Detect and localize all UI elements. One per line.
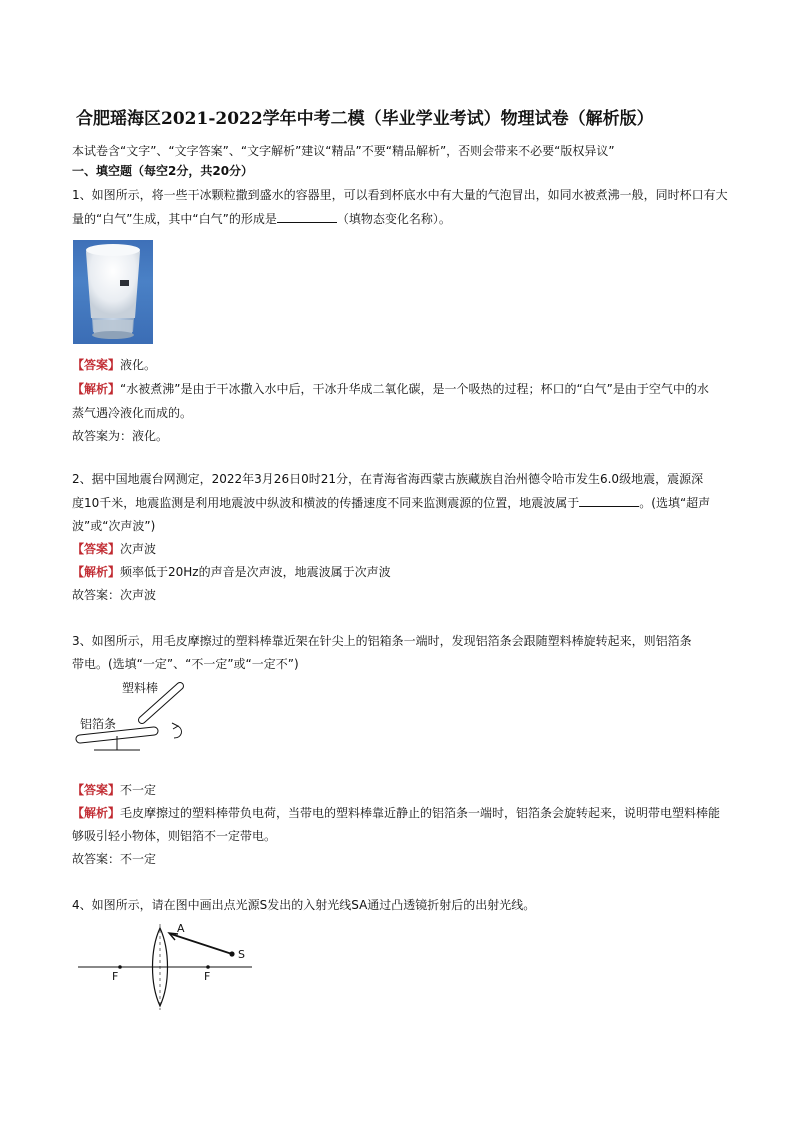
foil-label: 铝箔条 bbox=[80, 717, 117, 731]
q3-text-line1: 3、如图所示，用毛皮摩擦过的塑料棒靠近架在针尖上的铝箱条一端时，发现铝箔条会跟随塑料棒旋转起来，则铝箔条 bbox=[72, 634, 692, 648]
q2-answer bbox=[72, 541, 156, 557]
q2-answer-text: 次声波 bbox=[120, 542, 157, 556]
point-S-label: S bbox=[238, 948, 245, 961]
q1-text-part2: （填物态变化名称）。 bbox=[336, 212, 451, 226]
q2-text-part1: 度10千米，地震监测是利用地震波中纵波和横波的传播速度不同来监测震源的位置，地震波属于 bbox=[72, 496, 580, 510]
q3-analysis-line1 bbox=[72, 805, 720, 821]
focus-left-point bbox=[118, 965, 122, 969]
q1-analysis-line1 bbox=[72, 381, 709, 397]
q1-text-part1: 量的“白气”生成，其中“白气”的形成是 bbox=[72, 212, 277, 226]
dry-ice-cup-photo bbox=[73, 240, 153, 344]
rotation-arrowhead bbox=[172, 723, 178, 729]
q2-text-part2: 。(选填“超声 bbox=[639, 496, 711, 510]
rod-label: 塑料棒 bbox=[122, 681, 159, 695]
q1-answer-text: 液化。 bbox=[120, 358, 157, 372]
point-A-label: A bbox=[177, 922, 185, 935]
analysis-label: 【解析】 bbox=[72, 382, 121, 396]
q2-conclusion: 故答案：次声波 bbox=[72, 588, 157, 602]
page-title: 合肥瑶海区2021-2022学年中考二模（毕业学业考试）物理试卷（解析版） bbox=[76, 109, 654, 129]
q2-answer-blank bbox=[579, 496, 639, 507]
analysis-label: 【解析】 bbox=[72, 806, 121, 820]
q1-answer-blank bbox=[277, 212, 337, 223]
q2-text-line3: 波”或“次声波”) bbox=[72, 519, 156, 533]
q3-answer-text: 不一定 bbox=[120, 783, 157, 797]
q2-text-line1: 2、据中国地震台网测定，2022年3月26日0时21分，在青海省海西蒙古族藏族自治州德令哈市发生6.0级地震，震源深 bbox=[72, 472, 704, 486]
q1-analysis-line2: 蒸气遇冷液化而成的。 bbox=[72, 406, 193, 420]
q3-conclusion: 故答案：不一定 bbox=[72, 852, 157, 866]
q3-analysis-text1: 毛皮摩擦过的塑料棒带负电荷，当带电的塑料棒靠近静止的铝箔条一端时，铝箔条会旋转起来，说明带电塑料棒能 bbox=[120, 806, 721, 820]
q1-text-line1: 1、如图所示，将一些干冰颗粒撒到盛水的容器里，可以看到杯底水中有大量的气泡冒出，如同水被煮沸一般，同时杯口有大 bbox=[72, 188, 728, 202]
answer-label: 【答案】 bbox=[72, 783, 121, 797]
q4-text-line1: 4、如图所示，请在图中画出点光源S发出的入射光线SA通过凸透镜折射后的出射光线。 bbox=[72, 898, 536, 912]
q1-analysis-text1: “水被煮沸”是由于干冰撒入水中后，干冰升华成二氧化碳，是一个吸热的过程；杯口的“白气”是由于空气中的水 bbox=[120, 382, 709, 396]
q2-analysis bbox=[72, 564, 391, 580]
q3-analysis-line2: 够吸引轻小物体，则铝箔不一定带电。 bbox=[72, 829, 277, 843]
analysis-label: 【解析】 bbox=[72, 565, 121, 579]
q1-answer bbox=[72, 357, 156, 373]
incident-ray-SA bbox=[171, 934, 232, 954]
focus-right-label: F bbox=[204, 970, 211, 983]
answer-label: 【答案】 bbox=[72, 358, 121, 372]
q2-text-line2 bbox=[72, 495, 710, 511]
dry-ice-cup-illustration bbox=[73, 240, 153, 344]
focus-right-point bbox=[206, 965, 210, 969]
q2-analysis-text: 频率低于20Hz的声音是次声波，地震波属于次声波 bbox=[120, 565, 391, 579]
answer-label: 【答案】 bbox=[72, 542, 121, 556]
q1-text-line2 bbox=[72, 211, 451, 227]
foil-rod-diagram bbox=[72, 676, 192, 758]
q3-answer bbox=[72, 782, 156, 798]
q1-conclusion: 故答案为：液化。 bbox=[72, 429, 169, 443]
convex-lens-diagram bbox=[76, 920, 256, 1010]
q3-text-line2: 带电。(选填“一定”、“不一定”或“一定不”) bbox=[72, 657, 299, 671]
section-heading: 一、填空题（每空2分，共20分） bbox=[72, 164, 254, 178]
focus-left-label: F bbox=[112, 970, 119, 983]
copyright-notice: 本试卷含“文字”、“文字答案”、“文字解析”建议“精品”不要“精品解析”，否则会带来不必要“版权异议” bbox=[72, 144, 615, 158]
light-source-S bbox=[229, 951, 234, 956]
